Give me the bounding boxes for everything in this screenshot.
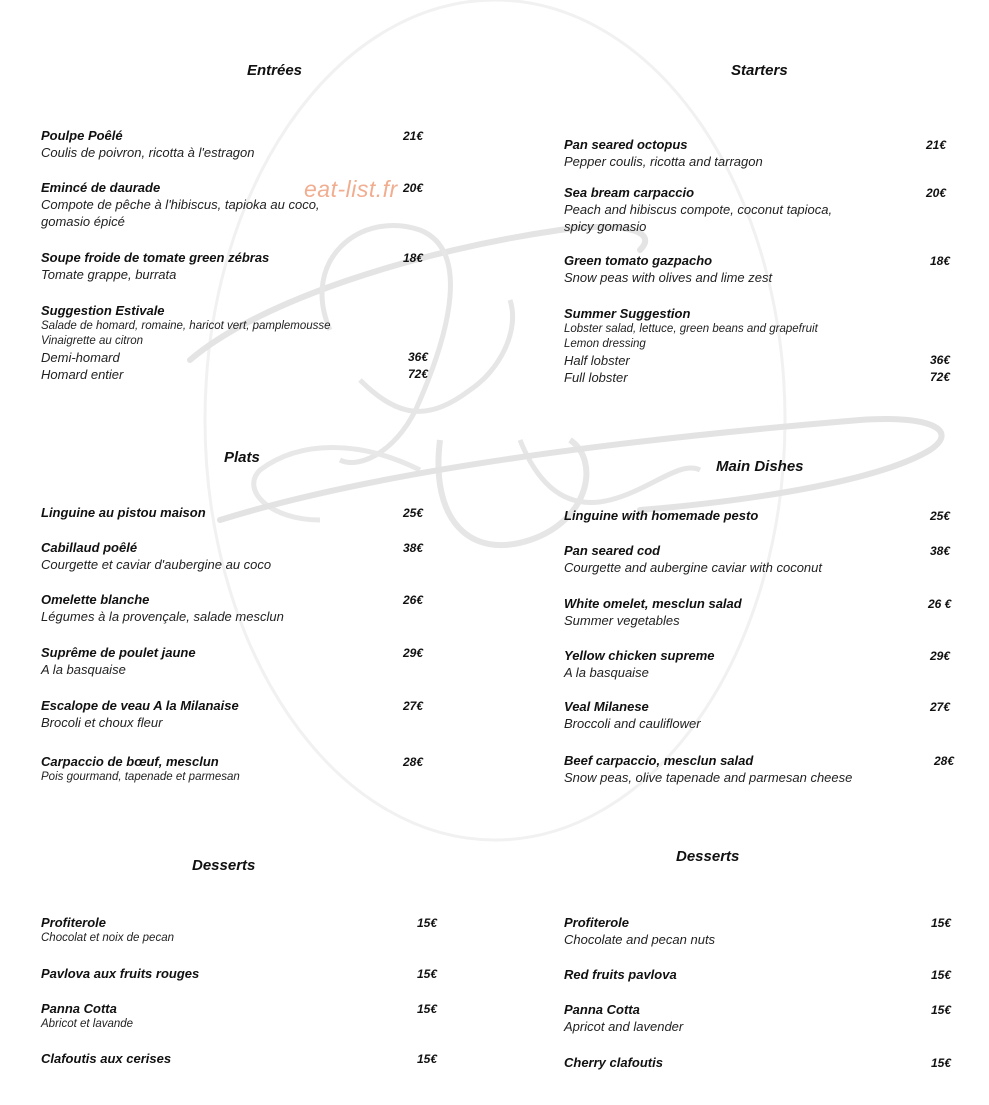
item-price: 15€ <box>931 1056 952 1070</box>
option-price: 72€ <box>408 367 429 381</box>
item-price: 15€ <box>417 967 438 981</box>
item-price: 27€ <box>930 700 951 714</box>
option-label: Half lobster <box>564 353 630 368</box>
item-description: Snow peas with olives and lime zest <box>564 270 773 285</box>
item-price: 18€ <box>930 254 951 268</box>
item-description: Salade de homard, romaine, haricot vert, pamplemousse <box>41 320 331 332</box>
item-name: Summer Suggestion <box>564 306 691 321</box>
item-price: 15€ <box>931 1003 952 1017</box>
item-price: 26€ <box>403 593 424 607</box>
item-name: Pan seared octopus <box>564 137 688 152</box>
item-price: 38€ <box>403 541 424 555</box>
section-title-main-dishes: Main Dishes <box>716 458 804 475</box>
item-option <box>41 366 441 383</box>
item-name: Pan seared cod <box>564 543 661 558</box>
item-description: spicy gomasio <box>564 219 647 234</box>
item-name: Cherry clafoutis <box>564 1055 663 1070</box>
item-price: 15€ <box>417 916 438 930</box>
item-name: Profiterole <box>564 915 630 930</box>
item-name: Omelette blanche <box>41 592 150 607</box>
item-description: Brocoli et choux fleur <box>41 715 163 730</box>
item-name: Linguine au pistou maison <box>41 505 206 520</box>
menu-item <box>564 967 960 983</box>
item-description: A la basquaise <box>564 665 649 680</box>
item-name: Beef carpaccio, mesclun salad <box>564 753 754 768</box>
menu-item <box>41 505 441 521</box>
item-description: Summer vegetables <box>564 613 680 628</box>
item-description: Courgette and aubergine caviar with coconut <box>564 560 822 575</box>
item-price: 29€ <box>403 646 424 660</box>
item-name: Soupe froide de tomate green zébras <box>41 250 270 265</box>
item-price: 15€ <box>417 1002 438 1016</box>
item-description: gomasio épicé <box>41 214 125 229</box>
option-price: 36€ <box>930 353 951 367</box>
menu-item <box>564 185 960 235</box>
item-description: Chocolat et noix de pecan <box>41 932 174 944</box>
menu-item <box>564 699 960 732</box>
item-name: Pavlova aux fruits rouges <box>41 966 200 981</box>
option-label: Homard entier <box>41 367 124 382</box>
item-description: Pepper coulis, ricotta and tarragon <box>564 154 763 169</box>
menu-item <box>41 180 441 230</box>
menu-item <box>41 128 441 161</box>
item-description: Compote de pêche à l'hibiscus, tapioka au coco, <box>41 197 320 212</box>
option-price: 72€ <box>930 370 951 384</box>
item-description: Tomate grappe, burrata <box>41 267 177 282</box>
item-name: White omelet, mesclun salad <box>564 596 742 611</box>
menu-item <box>564 1002 960 1035</box>
item-description: Snow peas, olive tapenade and parmesan cheese <box>564 770 853 785</box>
menu-item <box>564 596 960 629</box>
item-description: Apricot and lavender <box>564 1019 684 1034</box>
menu-item <box>41 250 441 283</box>
menu-item <box>41 915 441 946</box>
item-name: Escalope de veau A la Milanaise <box>41 698 239 713</box>
item-description: Chocolate and pecan nuts <box>564 932 716 947</box>
menu-item <box>564 648 960 681</box>
section-title-starters: Starters <box>731 62 788 79</box>
item-name: Clafoutis aux cerises <box>41 1051 172 1066</box>
item-price: 26 € <box>928 597 952 611</box>
item-name: Profiterole <box>41 915 107 930</box>
item-name: Panna Cotta <box>564 1002 640 1017</box>
menu-item <box>564 137 960 170</box>
item-name: Suggestion Estivale <box>41 303 165 318</box>
item-description: Coulis de poivron, ricotta à l'estragon <box>41 145 255 160</box>
item-option <box>564 352 960 369</box>
item-description: Broccoli and cauliflower <box>564 716 701 731</box>
item-price: 15€ <box>417 1052 438 1066</box>
menu-item <box>41 645 441 678</box>
item-price: 27€ <box>403 699 424 713</box>
item-name: Panna Cotta <box>41 1001 117 1016</box>
menu-item <box>41 592 441 625</box>
menu-item <box>41 966 441 982</box>
item-description: Lobster salad, lettuce, green beans and grapefruit <box>564 323 818 335</box>
item-name: Poulpe Poêlé <box>41 128 123 143</box>
item-name: Red fruits pavlova <box>564 967 677 982</box>
section-title-entrees: Entrées <box>247 62 303 79</box>
item-description: Peach and hibiscus compote, coconut tapioca, <box>564 202 833 217</box>
item-name: Carpaccio de bœuf, mesclun <box>41 754 219 769</box>
menu-item <box>41 303 441 383</box>
item-price: 21€ <box>926 138 947 152</box>
item-name: Veal Milanese <box>564 699 649 714</box>
menu-item <box>41 1001 441 1032</box>
item-price: 20€ <box>926 186 947 200</box>
item-option <box>564 369 960 386</box>
menu-item <box>564 306 960 386</box>
menu-item <box>564 1055 960 1071</box>
item-price: 21€ <box>403 129 424 143</box>
item-description: Abricot et lavande <box>41 1018 134 1030</box>
item-name: Cabillaud poêlé <box>41 540 138 555</box>
item-description: Vinaigrette au citron <box>41 335 144 347</box>
item-price: 28€ <box>934 754 955 768</box>
menu-item <box>564 508 960 524</box>
option-price: 36€ <box>408 350 429 364</box>
item-price: 28€ <box>403 755 424 769</box>
item-description: Lemon dressing <box>564 338 646 350</box>
item-description: A la basquaise <box>41 662 126 677</box>
item-name: Suprême de poulet jaune <box>41 645 196 660</box>
item-price: 25€ <box>930 509 951 523</box>
item-description: Pois gourmand, tapenade et parmesan <box>41 771 240 783</box>
item-price: 29€ <box>930 649 951 663</box>
item-price: 15€ <box>931 916 952 930</box>
item-price: 20€ <box>403 181 424 195</box>
menu-item <box>41 754 441 785</box>
item-description: Légumes à la provençale, salade mesclun <box>41 609 284 624</box>
item-price: 15€ <box>931 968 952 982</box>
menu-item <box>41 1051 441 1067</box>
section-title-desserts-fr: Desserts <box>192 857 256 874</box>
item-name: Sea bream carpaccio <box>564 185 695 200</box>
item-name: Green tomato gazpacho <box>564 253 713 268</box>
item-price: 38€ <box>930 544 951 558</box>
item-description: Courgette et caviar d'aubergine au coco <box>41 557 272 572</box>
item-price: 25€ <box>403 506 424 520</box>
item-name: Yellow chicken supreme <box>564 648 715 663</box>
menu-item <box>41 698 441 731</box>
menu-item <box>564 753 960 786</box>
menu-item <box>564 253 960 286</box>
menu-item <box>564 915 960 948</box>
option-label: Full lobster <box>564 370 628 385</box>
menu-item <box>41 540 441 573</box>
item-option <box>41 349 441 366</box>
section-title-plats: Plats <box>224 449 260 466</box>
section-title-desserts-en: Desserts <box>676 848 740 865</box>
item-price: 18€ <box>403 251 424 265</box>
menu-item <box>564 543 960 576</box>
item-name: Linguine with homemade pesto <box>564 508 759 523</box>
option-label: Demi-homard <box>41 350 120 365</box>
item-name: Emincé de daurade <box>41 180 161 195</box>
site-watermark: eat-list.fr <box>304 176 398 202</box>
